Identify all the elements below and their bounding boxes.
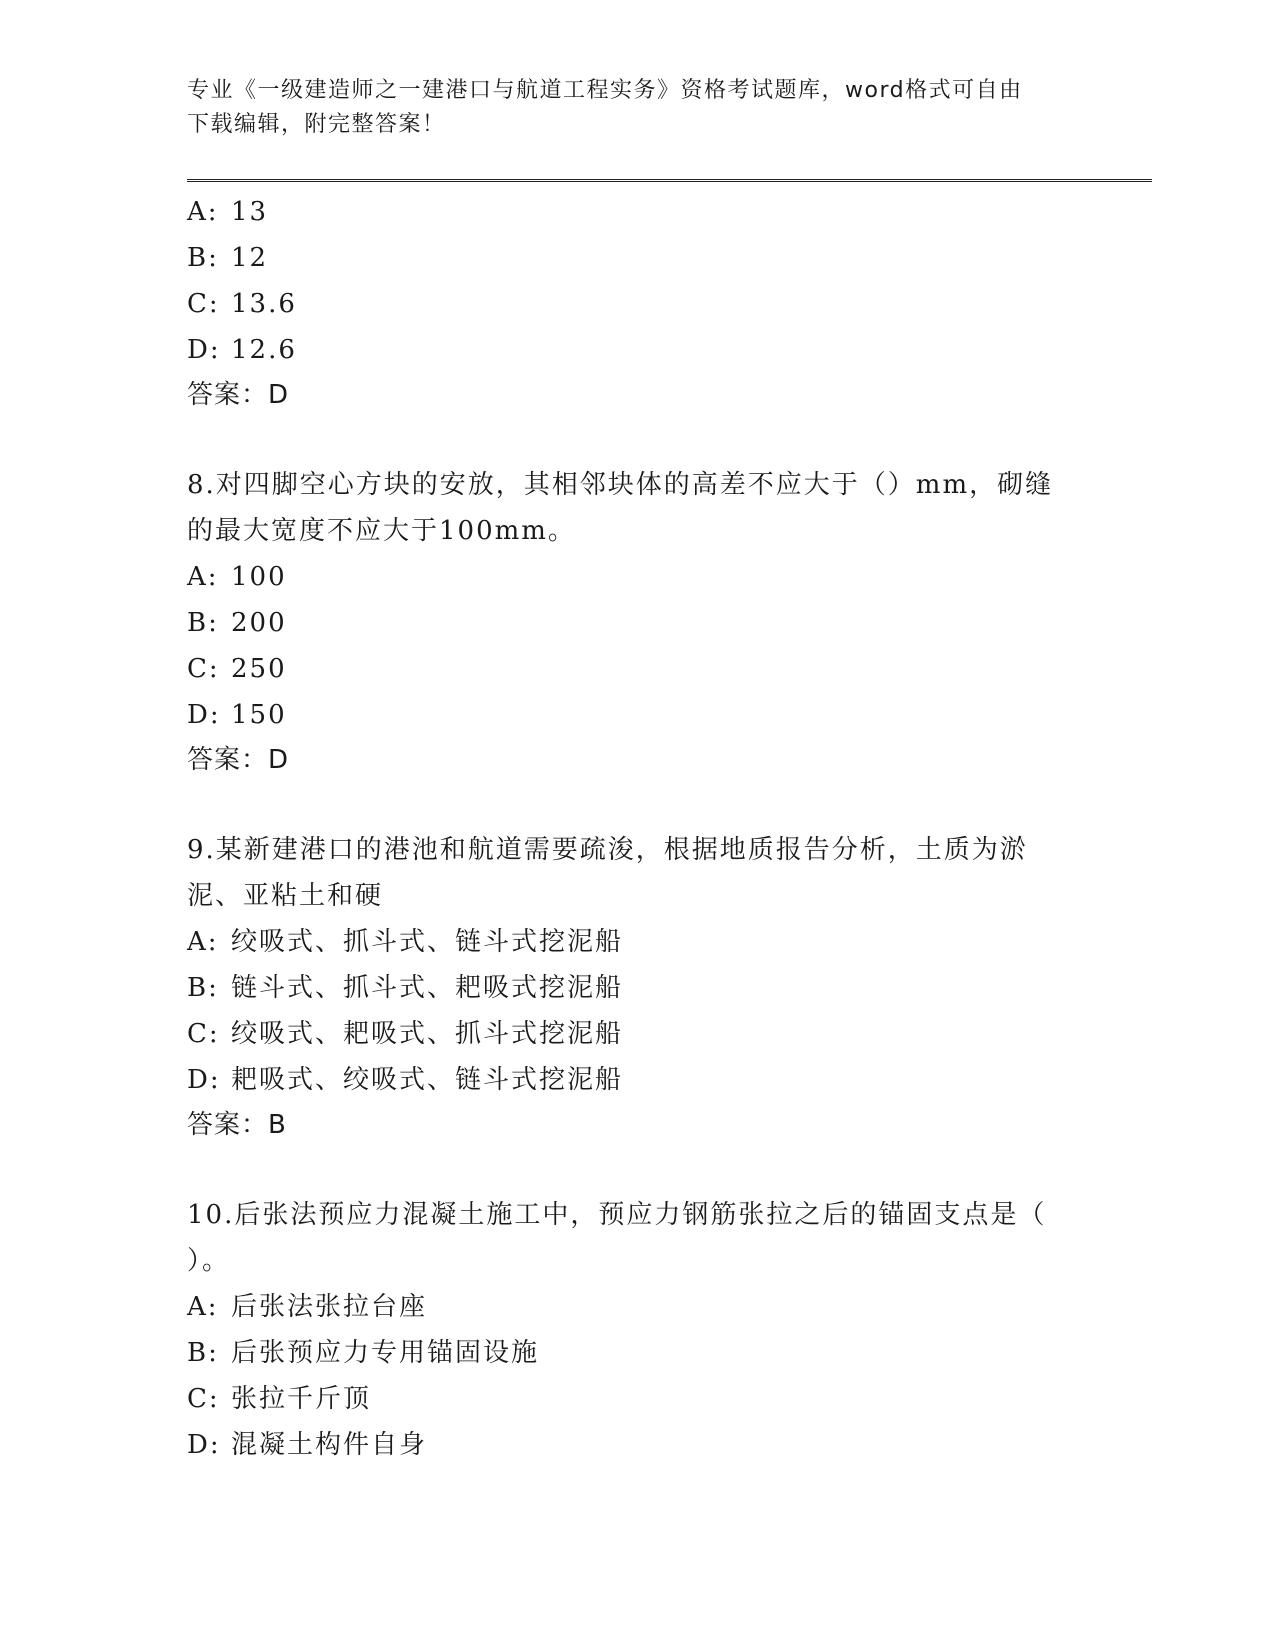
option-text: 12.6 [231,335,297,365]
option-text: 100 [231,562,287,592]
option-b [187,1330,1067,1376]
option-letter: B: [187,243,219,273]
header-line-1: 专业《一级建造师之一建港口与航道工程实务》资格考试题库，word格式可自由 [187,78,1023,103]
question-block [187,827,1067,1147]
option-letter: C: [187,289,220,319]
option-b [187,600,1067,646]
option-text: 后张预应力专用锚固设施 [231,1338,540,1368]
option-b [187,965,1067,1011]
option-a [187,1284,1067,1330]
question-text-line: 8.对四脚空心方块的安放，其相邻块体的高差不应大于（）mm，砌缝 [187,470,1054,500]
option-a [187,554,1067,600]
option-d [187,327,1067,373]
option-text: 链斗式、抓斗式、耙吸式挖泥船 [231,973,624,1003]
option-text: 混凝土构件自身 [231,1430,428,1460]
question-text-line: 10.后张法预应力混凝土施工中，预应力钢筋张拉之后的锚固支点是（ [187,1200,1047,1230]
option-letter: D: [187,1430,221,1460]
answer-line: 答案：B [187,1110,287,1140]
option-letter: C: [187,1019,220,1049]
answer-line: 答案：D [187,745,290,775]
answer-line: 答案：D [187,380,290,410]
option-letter: A: [187,562,219,592]
question-list [187,189,1067,1468]
option-text: 张拉千斤顶 [231,1384,372,1414]
header-line-2: 下载编辑，附完整答案！ [187,112,446,137]
option-text: 13 [231,197,269,227]
option-letter: B: [187,973,219,1003]
question-block [187,1192,1067,1468]
question-text-line: 9.某新建港口的港池和航道需要疏浚，根据地质报告分析，土质为淤 [187,835,1028,865]
option-d [187,1057,1067,1103]
option-b [187,235,1067,281]
question-text-line: ）。 [187,1246,231,1276]
option-letter: A: [187,1292,219,1322]
option-letter: C: [187,1384,220,1414]
option-letter: A: [187,927,219,957]
question-block [187,189,1067,417]
option-c [187,1376,1067,1422]
question-text-line: 的最大宽度不应大于100mm。 [187,516,576,546]
question-text-line: 泥、亚粘土和硬 [187,881,384,911]
option-d [187,1422,1067,1468]
option-text: 200 [231,608,287,638]
option-letter: B: [187,1338,219,1368]
option-text: 绞吸式、抓斗式、链斗式挖泥船 [231,927,624,957]
option-letter: D: [187,335,221,365]
option-a [187,189,1067,235]
option-text: 12 [231,243,269,273]
option-letter: A: [187,197,219,227]
option-text: 250 [231,654,287,684]
option-text: 耙吸式、绞吸式、链斗式挖泥船 [231,1065,624,1095]
option-c [187,1011,1067,1057]
option-text: 150 [231,700,287,730]
option-a [187,919,1067,965]
option-d [187,692,1067,738]
page-header [187,74,1067,142]
question-block [187,462,1067,782]
option-letter: C: [187,654,220,684]
option-letter: B: [187,608,219,638]
option-letter: D: [187,700,221,730]
option-text: 绞吸式、耙吸式、抓斗式挖泥船 [231,1019,624,1049]
option-text: 后张法张拉台座 [231,1292,428,1322]
option-letter: D: [187,1065,221,1095]
header-divider [187,179,1152,182]
option-c [187,646,1067,692]
option-text: 13.6 [231,289,297,319]
option-c [187,281,1067,327]
